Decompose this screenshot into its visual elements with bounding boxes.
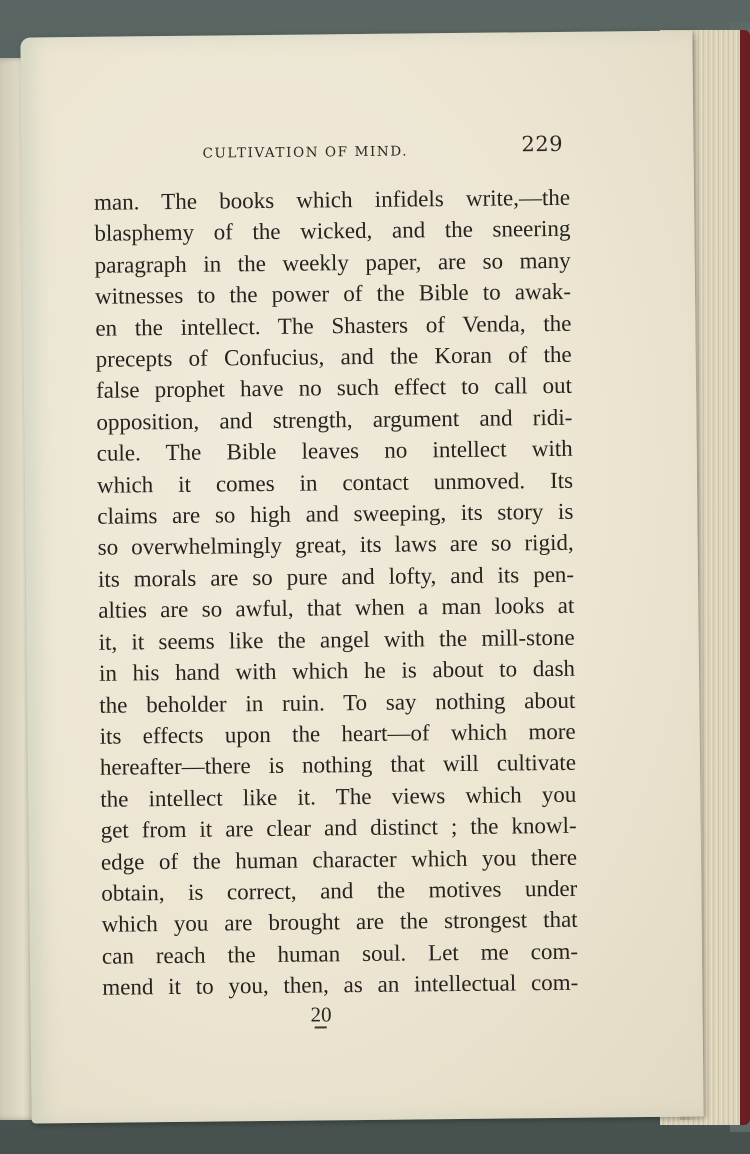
text-line: which it comes in contact unmoved. Its bbox=[96, 467, 574, 498]
text-line: the intellect like it. The views which you bbox=[100, 781, 577, 812]
text-line: witnesses to the power of the Bible to awak- bbox=[94, 279, 572, 309]
text-line: claims are so high and sweeping, its story is bbox=[97, 498, 574, 529]
text-line: can reach the human soul. Let me com- bbox=[101, 938, 579, 969]
text-line: false prophet have no such effect to call out bbox=[95, 373, 573, 404]
text-line: blasphemy of the wicked, and the sneering bbox=[94, 216, 571, 247]
signature-mark: 20 bbox=[310, 1002, 332, 1027]
text-line: man. The books which infidels write,—the bbox=[93, 184, 571, 215]
text-line: which you are brought are the strongest that bbox=[101, 907, 578, 938]
text-line: mend it to you, then, as an intellectual com- bbox=[102, 969, 579, 1000]
text-line: its morals are so pure and lofty, and its pen- bbox=[97, 561, 575, 592]
running-head: CULTIVATION OF MIND. bbox=[202, 143, 409, 162]
text-line: cule. The Bible leaves no intellect with bbox=[96, 436, 573, 467]
text-line: it, it seems like the angel with the mill-stone bbox=[98, 624, 575, 655]
text-line: edge of the human character which you there bbox=[100, 844, 578, 875]
text-line: paragraph in the weekly paper, are so many bbox=[94, 247, 571, 278]
text-line: en the intellect. The Shasters of Venda, the bbox=[95, 310, 572, 341]
text-line: precepts of Confucius, and the Koran of the bbox=[95, 341, 572, 372]
text-line: its effects upon the heart—of which more bbox=[99, 718, 576, 749]
text-line: obtain, is correct, and the motives under bbox=[101, 875, 578, 906]
page-number: 229 bbox=[521, 131, 564, 157]
book-page bbox=[20, 31, 703, 1124]
signature-underline bbox=[315, 1026, 327, 1028]
text-line: opposition, and strength, argument and ridi- bbox=[96, 404, 573, 435]
page-header bbox=[21, 131, 693, 178]
text-line: hereafter—there is nothing that will cultivate bbox=[99, 750, 577, 781]
text-line: so overwhelmingly great, its laws are so rigid, bbox=[97, 530, 574, 561]
text-line: alties are so awful, that when a man looks at bbox=[98, 593, 575, 624]
text-line: the beholder in ruin. To say nothing about bbox=[99, 687, 576, 718]
text-line: get from it are clear and distinct ; the knowl- bbox=[100, 812, 577, 843]
page-body-text bbox=[94, 182, 579, 1004]
text-line: in his hand with which he is about to dash bbox=[98, 655, 576, 686]
